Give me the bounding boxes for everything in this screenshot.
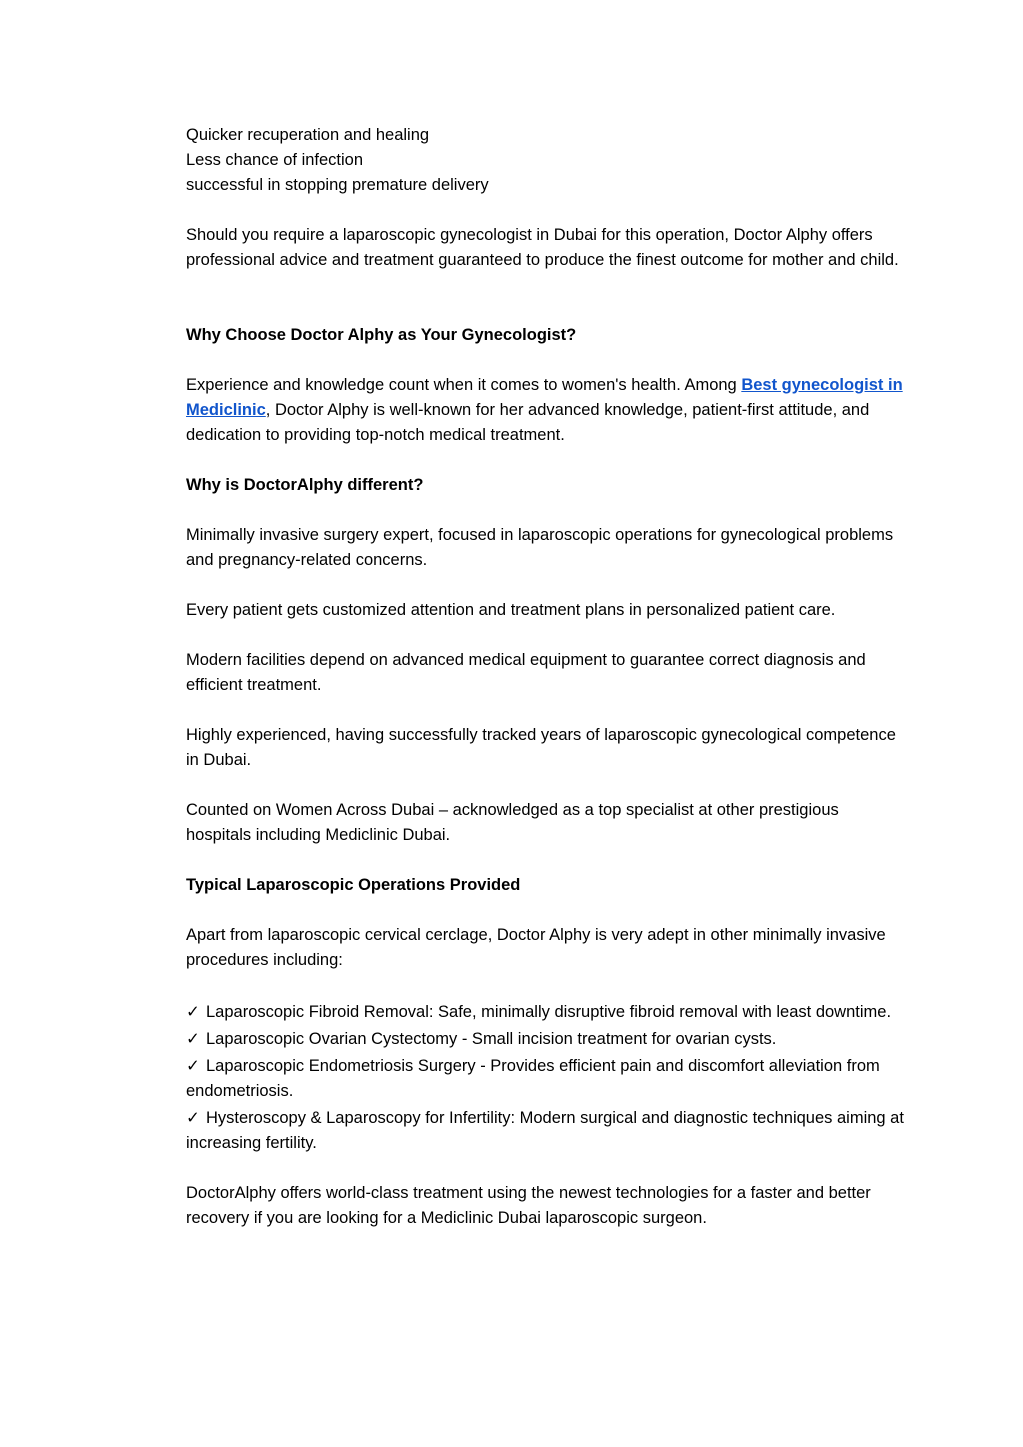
operation-item-text: Laparoscopic Ovarian Cystectomy - Small incision treatment for ovarian cysts.	[206, 1030, 777, 1048]
benefit-line: successful in stopping premature delivery	[186, 176, 489, 194]
benefit-line: Less chance of infection	[186, 151, 364, 169]
operation-item	[186, 1106, 906, 1156]
closing-paragraph: DoctorAlphy offers world-class treatment using the newest technologies for a faster and better recovery if you are looking for a Mediclinic Dubai laparoscopic surgeon.	[186, 1184, 871, 1227]
operation-item-text: Laparoscopic Endometriosis Surgery - Provides efficient pain and discomfort alleviation from endometriosis.	[186, 1057, 880, 1100]
document-page	[186, 123, 906, 1231]
different-paragraph: Modern facilities depend on advanced medical equipment to guarantee correct diagnosis and efficient treatment.	[186, 651, 866, 694]
operation-item-text: Laparoscopic Fibroid Removal: Safe, minimally disruptive fibroid removal with least downtime.	[206, 1003, 892, 1021]
heading-why-choose: Why Choose Doctor Alphy as Your Gynecologist?	[186, 326, 577, 344]
intro-paragraph: Should you require a laparoscopic gynecologist in Dubai for this operation, Doctor Alphy offers professional advice and treatment guaranteed to produce the finest outcome for mother and child.	[186, 226, 899, 269]
different-paragraph: Minimally invasive surgery expert, focused in laparoscopic operations for gynecological problems and pregnancy-related concerns.	[186, 526, 894, 569]
why-choose-text-after: , Doctor Alphy is well-known for her advanced knowledge, patient-first attitude, and dedication to providing top-notch medical treatment.	[186, 401, 870, 444]
operations-intro: Apart from laparoscopic cervical cerclage, Doctor Alphy is very adept in other minimally invasive procedures including:	[186, 926, 886, 969]
benefit-line: Quicker recuperation and healing	[186, 126, 430, 144]
different-paragraph: Highly experienced, having successfully tracked years of laparoscopic gynecological competence in Dubai.	[186, 726, 896, 769]
checkmark-icon: ✓	[186, 1030, 200, 1048]
heading-different: Why is DoctorAlphy different?	[186, 476, 424, 494]
checkmark-icon: ✓	[186, 1003, 200, 1021]
operation-item	[186, 1054, 906, 1104]
operation-item	[186, 1000, 906, 1025]
different-paragraph: Counted on Women Across Dubai – acknowledged as a top specialist at other prestigious hospitals including Mediclinic Dubai.	[186, 801, 839, 844]
different-paragraph: Every patient gets customized attention and treatment plans in personalized patient care.	[186, 601, 836, 619]
checkmark-icon: ✓	[186, 1057, 200, 1075]
best-gynecologist-link[interactable]: Best gynecologist in Mediclinic	[186, 376, 903, 419]
operation-item	[186, 1027, 906, 1052]
why-choose-text-before: Experience and knowledge count when it comes to women's health. Among	[186, 376, 742, 394]
operation-item-text: Hysteroscopy & Laparoscopy for Infertility: Modern surgical and diagnostic techniques aiming at increasing fertility.	[186, 1109, 904, 1152]
heading-operations: Typical Laparoscopic Operations Provided	[186, 876, 521, 894]
checkmark-icon: ✓	[186, 1109, 200, 1127]
why-choose-paragraph	[186, 373, 906, 448]
